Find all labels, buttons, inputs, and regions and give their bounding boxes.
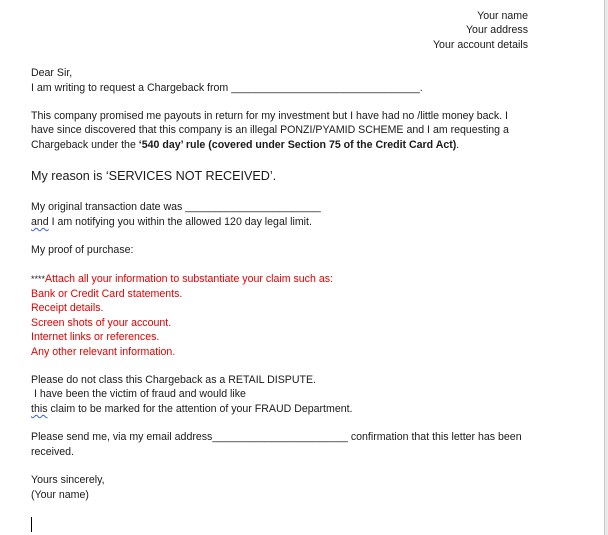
merchant-blank: ________________________________ (231, 82, 420, 94)
sender-name: Your name (477, 10, 528, 22)
paragraph-line: This company promised me payouts in return for my investment but I have had no /little money back. I (31, 110, 508, 122)
email-text-rest: confirmation that this letter has been (347, 431, 522, 443)
paragraph-text: Chargeback under the (31, 139, 139, 151)
intro-period: . (419, 82, 423, 94)
salutation: Dear Sir, (31, 67, 73, 79)
dispute-line: I have been the victim of fraud and would like (31, 388, 246, 400)
notify-text: I am notifying you within the allowed 120 day legal limit. (48, 216, 312, 228)
email-text: Please send me, via my email address (31, 431, 213, 443)
proof-item: Receipt details. (31, 302, 104, 314)
email-blank: _______________________ (212, 431, 348, 443)
paragraph-line (31, 139, 459, 152)
rule-reference: ‘540 day’ rule (covered under Section 75 of the Credit Card Act) (138, 139, 457, 151)
email-line-2: received. (31, 446, 74, 458)
sender-address: Your address (465, 24, 528, 36)
dispute-text: claim to be marked for the attention of your FRAUD Department. (47, 403, 353, 415)
transaction-line (31, 201, 321, 214)
reason-heading: My reason is ‘SERVICES NOT RECEIVED’. (31, 169, 277, 183)
grammar-flag: and (31, 216, 49, 228)
transaction-text: My original transaction date was (31, 201, 186, 213)
proof-item: Any other relevant information. (31, 346, 176, 358)
proof-item: Internet links or references. (31, 331, 160, 343)
intro-text: I am writing to request a Chargeback from (31, 82, 232, 94)
notify-line (31, 216, 312, 229)
dispute-line (31, 403, 353, 416)
proof-label: My proof of purchase: (31, 244, 134, 256)
sender-account: Your account details (432, 39, 528, 51)
signature: (Your name) (31, 489, 89, 501)
paragraph-period: . (456, 139, 460, 151)
asterisks: **** (31, 274, 46, 284)
proof-item: Bank or Credit Card statements. (31, 288, 183, 300)
proof-intro-text: Attach all your information to substantiate your claim such as: (45, 273, 333, 285)
email-line (31, 431, 522, 444)
intro-line (31, 82, 423, 95)
paragraph-line: have since discovered that this company is an illegal PONZI/PYAMID SCHEME and I am requesting a (31, 124, 509, 136)
proof-item: Screen shots of your account. (31, 317, 172, 329)
date-blank: _______________________ (185, 201, 321, 213)
grammar-flag: this (31, 403, 48, 415)
text-cursor[interactable] (31, 517, 32, 532)
dispute-line: Please do not class this Chargeback as a RETAIL DISPUTE. (31, 374, 316, 386)
proof-intro (31, 273, 333, 286)
closing: Yours sincerely, (31, 474, 105, 486)
